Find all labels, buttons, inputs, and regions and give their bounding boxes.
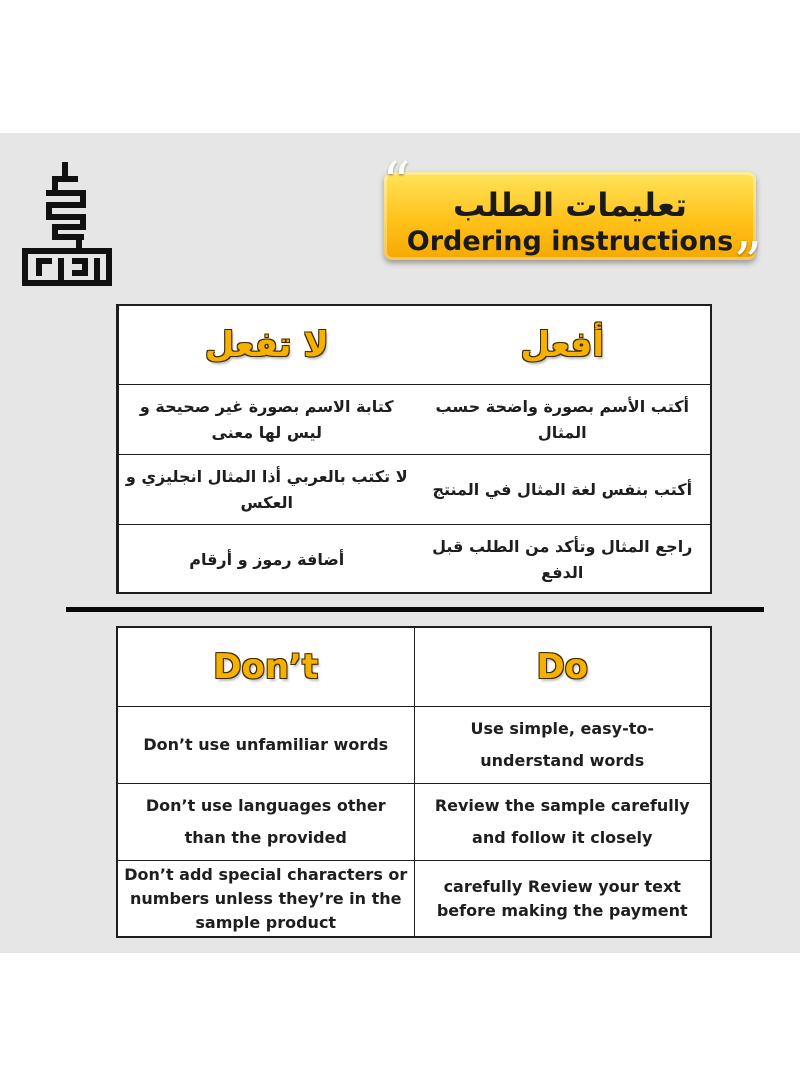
dont-cell: Don’t use languages other than the provided [145,796,386,847]
do-cell: راجع المثال وتأكد من الطلب قبل الدفع [432,536,693,582]
open-quote-icon: “ [382,151,411,216]
title-english: Ordering instructions [406,226,734,257]
table-header-row [118,628,710,706]
do-cell: Use simple, easy-to-understand words [414,707,711,783]
dont-cell: Don’t add special characters or numbers unless they’re in the sample product [124,865,408,932]
table-row [118,454,710,524]
dont-cell: كتابة الاسم بصورة غير صحيحة و ليس لها معنى [118,385,415,454]
title-card [384,172,756,260]
dont-cell: Don’t use unfamiliar words [143,735,389,754]
table-row [118,524,710,594]
do-cell: أكتب الأسم بصورة واضحة حسب المثال [435,396,690,442]
do-cell: Review the sample carefully and follow it closely [414,784,711,860]
table-row [118,706,710,783]
do-cell: carefully Review your text before making the payment [414,861,711,937]
arabic-instructions-table [116,304,712,594]
table-header-row [118,306,710,384]
title-banner [376,151,764,296]
english-instructions-table [116,626,712,938]
header-do: أفعل [520,324,604,365]
header-dont: لا تفعل [118,306,415,384]
header-dont: Don’t [213,647,319,687]
dont-cell: لا تكتب بالعربي أذا المثال انجليزي و العكس [118,455,415,524]
title-arabic: تعليمات الطلب [452,186,688,224]
section-divider [66,607,764,612]
header-do: Do [414,628,711,706]
table-row [118,384,710,454]
table-row [118,860,710,937]
dont-cell: أضافة رموز و أرقام [118,525,415,594]
brand-logo [22,162,112,290]
close-quote-icon: ” [733,231,762,296]
table-row [118,783,710,860]
do-cell: أكتب بنفس لغة المثال في المنتج [432,479,693,499]
